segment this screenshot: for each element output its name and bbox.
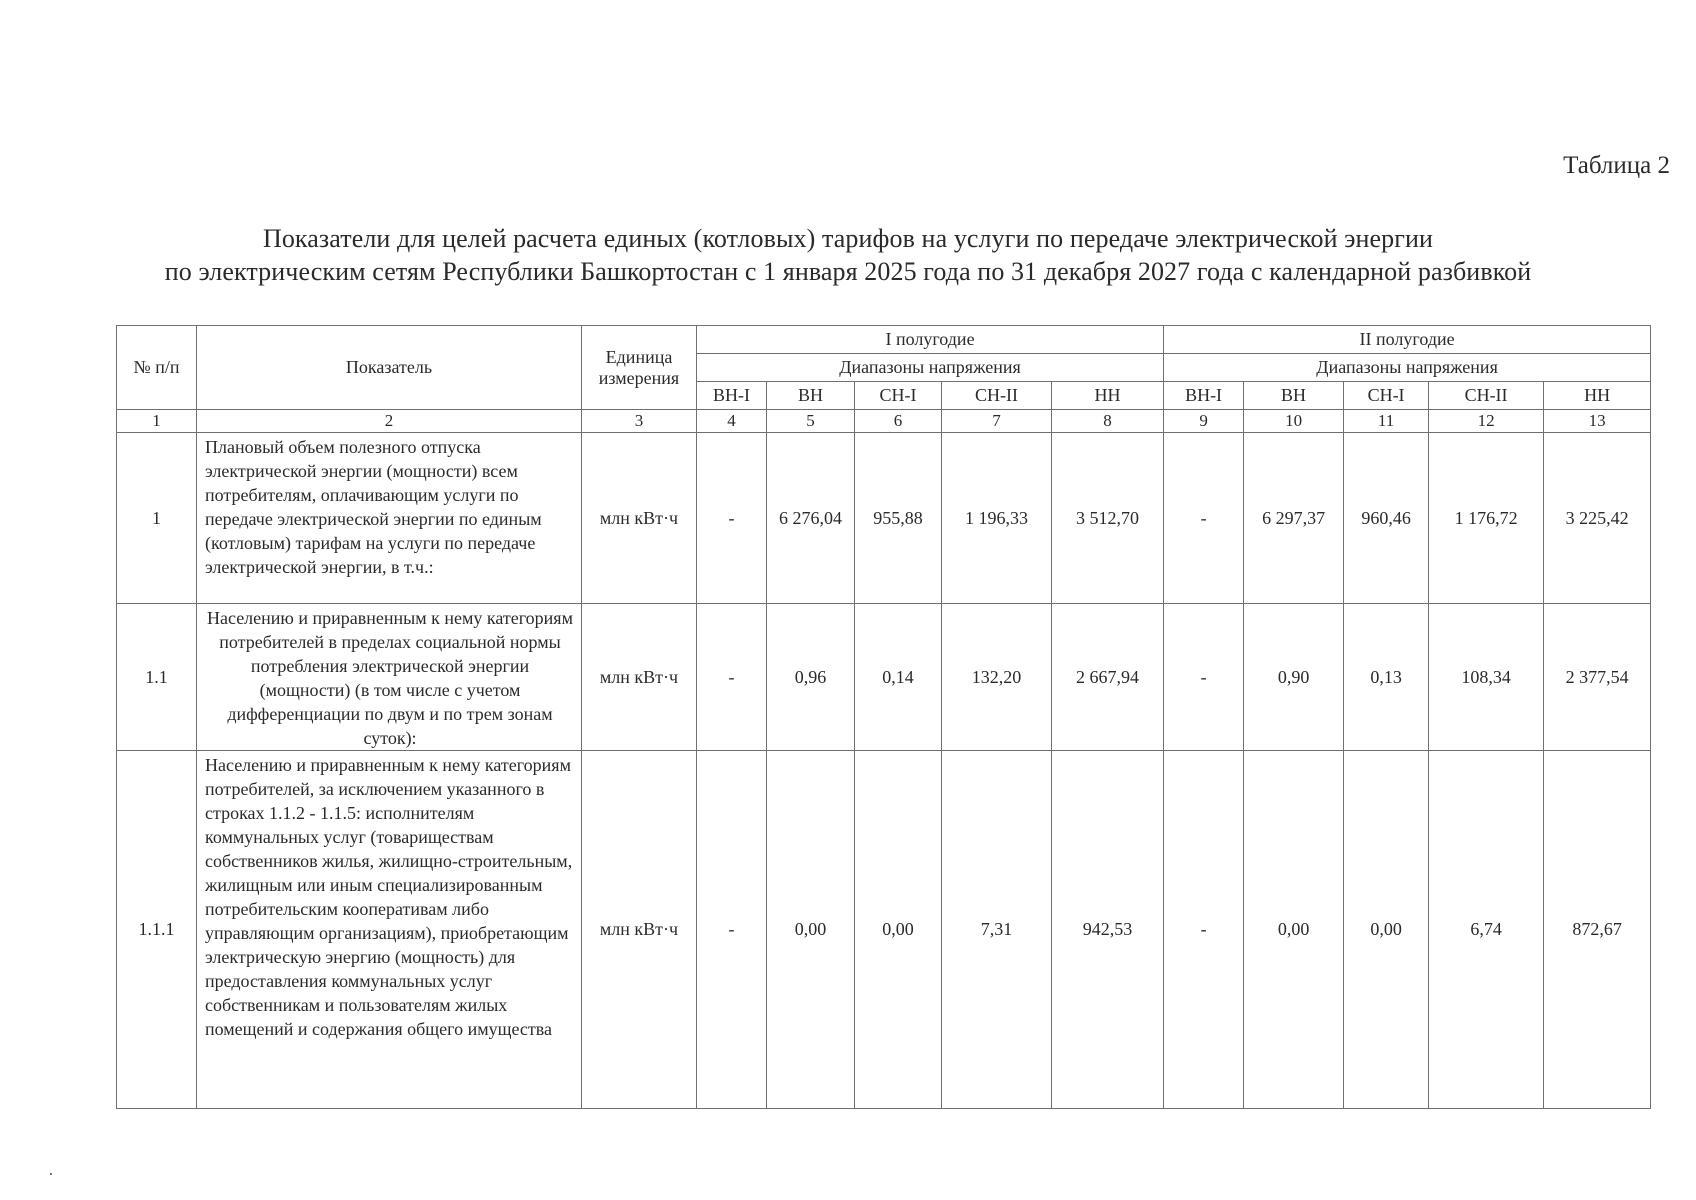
value-cell: 0,96	[767, 604, 855, 751]
row-unit: млн кВт·ч	[582, 751, 697, 1109]
value-cell: 0,14	[855, 604, 942, 751]
row-number: 1.1.1	[117, 751, 197, 1109]
row-indicator: Населению и приравненным к нему категориям потребителей, за исключением указанного в строках 1.1.2 - 1.1.5: исполнителям коммунальных услуг (товариществам собственников жилья, жилищно-строительным, жилищным или иным специализированным потребительским кооперативам либо управляющим организациям), приобретающим электрическую энергию (мощность) для предоставления коммунальных услуг собственникам и пользователям жилых помещений и содержания общего имущества	[197, 751, 582, 1109]
row-number: 1	[117, 433, 197, 604]
table-row	[117, 604, 1651, 751]
value-cell: 2 377,54	[1544, 604, 1651, 751]
value-cell: 0,00	[1244, 751, 1344, 1109]
header-unit: Единица измерения	[582, 326, 697, 410]
header-voltage-ranges-2: Диапазоны напряжения	[1164, 354, 1651, 382]
value-cell: 0,00	[855, 751, 942, 1109]
row-indicator: Плановый объем полезного отпуска электрической энергии (мощности) всем потребителям, оплачивающим услуги по передаче электрической энергии по единым (котловым) тарифам на услуги по передаче электрической энергии, в т.ч.:	[197, 433, 582, 604]
value-cell: 0,00	[1344, 751, 1429, 1109]
header-voltage-ranges-1: Диапазоны напряжения	[697, 354, 1164, 382]
header-indicator: Показатель	[197, 326, 582, 410]
value-cell: 955,88	[855, 433, 942, 604]
value-cell: 960,46	[1344, 433, 1429, 604]
value-cell: 0,90	[1244, 604, 1344, 751]
value-cell: -	[1164, 604, 1244, 751]
value-cell: -	[697, 604, 767, 751]
column-number: 2	[197, 410, 582, 433]
value-cell: -	[1164, 751, 1244, 1109]
header-num: № п/п	[117, 326, 197, 410]
value-cell: 2 667,94	[1052, 604, 1164, 751]
column-number: 11	[1344, 410, 1429, 433]
value-cell: -	[697, 433, 767, 604]
header-level: ВН-I	[1164, 382, 1244, 410]
value-cell: 1 176,72	[1429, 433, 1544, 604]
header-level: ВН	[767, 382, 855, 410]
column-number: 4	[697, 410, 767, 433]
value-cell: 3 512,70	[1052, 433, 1164, 604]
column-number: 13	[1544, 410, 1651, 433]
header-half-2: II полугодие	[1164, 326, 1651, 354]
header-level: НН	[1544, 382, 1651, 410]
column-number: 8	[1052, 410, 1164, 433]
value-cell: 108,34	[1429, 604, 1544, 751]
header-level: НН	[1052, 382, 1164, 410]
header-level: СН-I	[1344, 382, 1429, 410]
value-cell: 3 225,42	[1544, 433, 1651, 604]
row-unit: млн кВт·ч	[582, 433, 697, 604]
table-label: Таблица 2	[1563, 152, 1670, 179]
row-number: 1.1	[117, 604, 197, 751]
table-row	[117, 433, 1651, 604]
scan-speck	[50, 1173, 52, 1175]
value-cell: 0,00	[767, 751, 855, 1109]
row-indicator: Населению и приравненным к нему категориям потребителей в пределах социальной нормы потребления электрической энергии (мощности) (в том числе с учетом дифференциации по двум и по трем зонам суток):	[197, 604, 582, 751]
value-cell: 1 196,33	[942, 433, 1052, 604]
column-number: 5	[767, 410, 855, 433]
value-cell: 7,31	[942, 751, 1052, 1109]
value-cell: 132,20	[942, 604, 1052, 751]
table-row	[117, 751, 1651, 1109]
column-number: 6	[855, 410, 942, 433]
value-cell: 6 276,04	[767, 433, 855, 604]
column-number: 7	[942, 410, 1052, 433]
header-level: ВН-I	[697, 382, 767, 410]
row-unit: млн кВт·ч	[582, 604, 697, 751]
value-cell: 942,53	[1052, 751, 1164, 1109]
header-level: СН-II	[1429, 382, 1544, 410]
value-cell: 6,74	[1429, 751, 1544, 1109]
header-level: СН-II	[942, 382, 1052, 410]
header-level: СН-I	[855, 382, 942, 410]
value-cell: -	[1164, 433, 1244, 604]
tariff-table	[116, 325, 1651, 1109]
value-cell: -	[697, 751, 767, 1109]
value-cell: 6 297,37	[1244, 433, 1344, 604]
title-line-1: Показатели для целей расчета единых (котловых) тарифов на услуги по передаче электрической энергии	[262, 224, 1434, 253]
column-number: 9	[1164, 410, 1244, 433]
document-title	[0, 222, 1696, 288]
title-line-2: по электрическим сетям Республики Башкортостан с 1 января 2025 года по 31 декабря 2027 года с календарной разбивкой	[164, 257, 1532, 286]
header-half-1: I полугодие	[697, 326, 1164, 354]
column-number: 10	[1244, 410, 1344, 433]
value-cell: 0,13	[1344, 604, 1429, 751]
value-cell: 872,67	[1544, 751, 1651, 1109]
header-level: ВН	[1244, 382, 1344, 410]
column-number: 12	[1429, 410, 1544, 433]
column-number: 1	[117, 410, 197, 433]
column-number: 3	[582, 410, 697, 433]
